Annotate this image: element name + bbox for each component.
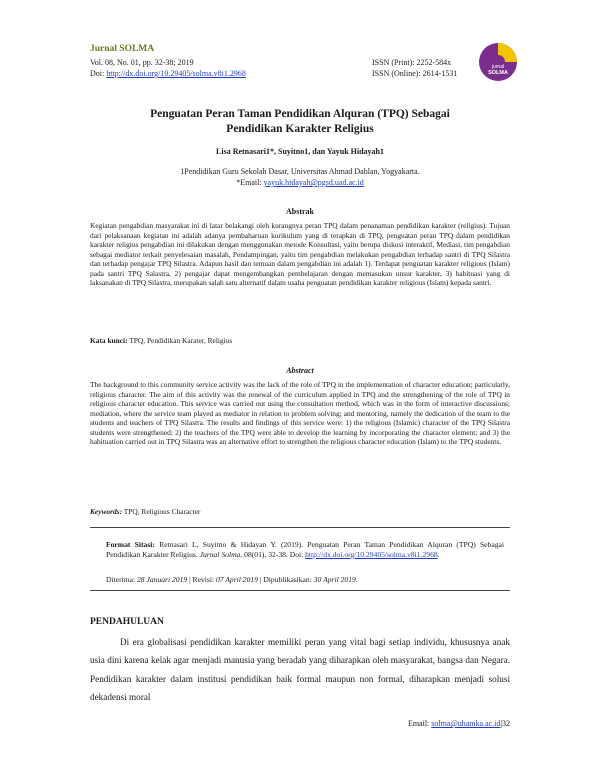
divider-bottom xyxy=(90,590,510,591)
abstrak-heading: Abstrak xyxy=(285,207,314,216)
doi-link[interactable]: http://dx.doi.org/10.29405/solma.v8i1.2968 xyxy=(106,69,246,78)
doi-label: Doi: xyxy=(90,69,107,78)
abstract-text: The background to this community service activity was the lack of the role of TPQ in the implementation of character education; particularly, religious character. The aim of this activity was the renewal of the curriculum applied in TPQ and the strengthening of the role of TPQ in religious character education. This service was carried out using the consultation method, which was in the form of interactive discussions; mediation, where the service team played as mediator in relation to problem solving; and mentoring, namely the dedication of the team to the students and teachers of TPQ Silastra. The results and findings of this service were: 1) the religious (Islamic) character of the TPQ Silastra students were strengthened; 2) the teachers of the TPQ were able to develop the learning by incorporating the character element; and 3) the habituation carried out in TPQ Silastra was an alternative effort to strengthen the religious character education (Islam) to the TPQ students. xyxy=(90,380,510,446)
title-line-1: Penguatan Peran Taman Pendidikan Alquran (TPQ) Sebagai xyxy=(150,108,450,120)
journal-logo xyxy=(478,42,518,82)
issn-online: ISSN (Online): 2614-1531 xyxy=(372,69,458,78)
dates-period: . xyxy=(355,575,358,584)
page-footer xyxy=(380,719,510,728)
citation-doi-link[interactable]: http://dx.doi.org/10.29405/solma.v8i1.2968 xyxy=(305,550,438,559)
footer-email-link[interactable]: solma@uhamka.ac.id xyxy=(431,719,501,728)
page-number: |32 xyxy=(500,719,510,728)
kata-kunci-value: TPQ, Pendidikan Karater, Religius xyxy=(127,336,233,345)
section-heading: PENDAHULUAN xyxy=(90,617,164,627)
author-email-link[interactable]: yayuk.hidayah@pgsd.uad.ac.id xyxy=(263,178,364,187)
kata-kunci-label: Kata kunci: xyxy=(90,336,128,345)
citation-text: Retnasari L, Suyitno & Hidayan Y. (2019). Penguatan Peran Taman Pendidikan Alquran (TPQ) Sebagai Pendidikan Karakter Religius. xyxy=(106,540,504,559)
revisi-date: 07 April 2019 xyxy=(215,575,258,584)
authors: Lisa Retnasari1*, Suyitno1, dan Yayuk Hidayah1 xyxy=(216,147,384,156)
diterima-label: Diterima: xyxy=(106,575,137,584)
kata-kunci xyxy=(90,336,510,345)
diterima-date: 28 Januari 2019 xyxy=(137,575,188,584)
intro-paragraph: Di era globalisasi pendidikan karakter memiliki peran yang vital bagi setiap individu, khususnya anak usia dini karena kelak agar menjadi manusia yang beradab yang diharapkan oleh masyarakat, bangsa dan Negara. Pendidikan karakter dalam institusi pendidikan baik formal maupun non formal, diharapkan menjadi solusi dekadensi moral xyxy=(90,637,510,702)
logo-text-top: jurnal xyxy=(491,64,505,70)
doi-line xyxy=(90,68,246,79)
issn-print: ISSN (Print): 2252-584x xyxy=(372,58,452,67)
affiliation: 1Pendidikan Guru Sekolah Dasar, Universitas Ahmad Dahlan, Yogyakarta. xyxy=(180,167,420,176)
keywords-label: Keywords: xyxy=(90,507,123,516)
journal-meta xyxy=(90,57,246,79)
citation xyxy=(106,540,504,560)
title-line-2: Pendidikan Karakter Religius xyxy=(226,123,374,135)
email-label: *Email: xyxy=(236,178,264,187)
volume-line: Vol. 08, No. 01, pp. 32-38; 2019 xyxy=(90,58,194,67)
journal-name: Jurnal SOLMA xyxy=(90,44,155,54)
abstrak-text: Kegiatan pengabdian masyarakat ini di latar belakangi oleh kurangnya peran TPQ dalam penanaman pendidikan karakter (religius). Tujuan dari pelaksanaan kegiatan ini adalah adanya pembaharuan kurikulum yang di terapkan di TPQ, penguatan peran TPQ dalam pendidikan karakter religius pengabdian ini dilakukan dengan menggunakan metode Konsultasi, yaitu berupa diskusi interaktif, Mediasi, tim pengabdian sebagai mediator terkait penyelesaian masalah, Pendampingan, yaitu tim pengabdian melakukan pengabdian terhadap santri di TPQ Silastra dan terhadap pengajar TPQ Silastra. Adapun hasil dan temuan dalam pengabdian ini adalah 1). Terdapat penguatan karakter religious (Islam) pada santri TPQ Salastra, 2) pengajar dapat mengembangkan pembelajaran dengan memasukan unsur karakter, 3) habituasi yang di laksanakan di TPQ Silastra, merupakan salah satu alternatif dalam usaha penguatan pendidikan karakter religious (Islam) kepada santri. xyxy=(90,221,510,287)
revisi-label: | Revisi: xyxy=(187,575,216,584)
article-title xyxy=(100,107,500,137)
divider-top xyxy=(90,527,510,528)
affiliation-block xyxy=(100,166,500,188)
citation-period: . xyxy=(437,550,440,559)
dipublikasi-date: 30 April 2019 xyxy=(313,575,356,584)
citation-volume: , 08(01), 32-38. Doi: xyxy=(240,550,304,559)
abstract-heading: Abstract xyxy=(286,366,314,375)
keywords xyxy=(90,507,510,516)
citation-journal: Jurnal Solma xyxy=(199,550,241,559)
dipublikasi-label: | Dipublikasikan: xyxy=(258,575,314,584)
article-dates xyxy=(106,575,504,584)
logo-text-bottom: SOLMA xyxy=(488,70,508,76)
email-line xyxy=(100,177,500,188)
keywords-value: TPQ, Religious Character xyxy=(122,507,201,516)
footer-email-label: Email: xyxy=(407,719,432,728)
citation-label: Format Sitasi: xyxy=(106,540,155,549)
issn-block xyxy=(372,57,457,79)
